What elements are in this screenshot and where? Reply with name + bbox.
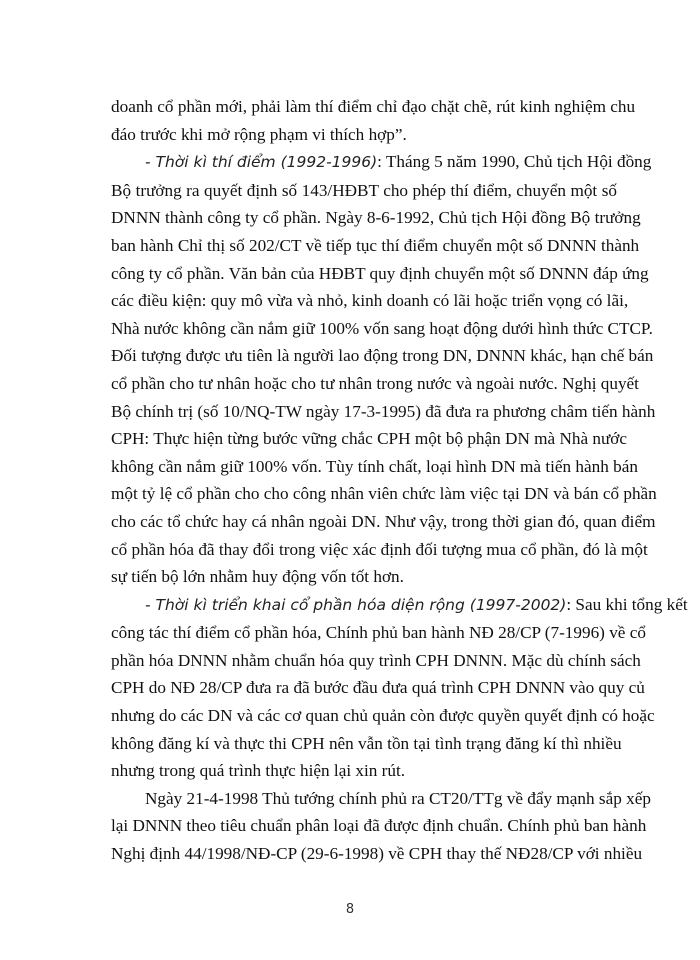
- text-line: Nhà nước không cần nắm giữ 100% vốn sang hoạt động dưới hình thức CTCP.: [111, 318, 653, 338]
- text-line: cổ phần cho tư nhân hoặc cho tư nhân trong nước và ngoài nước. Nghị quyết: [111, 373, 639, 393]
- text-line: các điều kiện: quy mô vừa và nhỏ, kinh doanh có lãi hoặc triển vọng có lãi,: [111, 291, 629, 311]
- paragraph-continuation: [111, 93, 636, 148]
- text-line: nhưng trong quá trình thực hiện lại xin rút.: [111, 761, 406, 781]
- text-line: Nghị định 44/1998/NĐ-CP (29-6-1998) về CPH thay thế NĐ28/CP với nhiều: [111, 844, 643, 864]
- text-line: cho các tổ chức hay cá nhân ngoài DN. Như vậy, trong thời gian đó, quan điểm: [111, 511, 656, 531]
- section-heading-pilot-period: - Thời kì thí điểm (1992-1996): [145, 153, 378, 172]
- text-line: CPH do NĐ 28/CP đưa ra đã bước đầu đưa quá trình CPH DNNN vào quy củ: [111, 678, 645, 698]
- text-line: công ty cổ phần. Văn bản của HĐBT quy định chuyển một số DNNN đáp ứng: [111, 263, 649, 283]
- text-line: sự tiến bộ lớn nhằm huy động vốn tốt hơn.: [111, 567, 404, 587]
- text-line: lại DNNN theo tiêu chuẩn phân loại đã được định chuẩn. Chính phủ ban hành: [111, 816, 647, 836]
- text-line: cổ phần hóa đã thay đổi trong việc xác định đối tượng mua cổ phần, đó là một: [111, 539, 648, 559]
- page-number: 8: [345, 902, 355, 917]
- text-line: Bộ trưởng ra quyết định số 143/HĐBT cho phép thí điểm, chuyển một số: [111, 180, 617, 200]
- text-line: công tác thí điểm cổ phần hóa, Chính phủ ban hành NĐ 28/CP (7-1996) về cổ: [111, 623, 646, 643]
- paragraph-pilot-period: [111, 148, 657, 591]
- text-line: Đối tượng được ưu tiên là người lao động trong DN, DNNN khác, hạn chế bán: [111, 346, 654, 366]
- text-line: không cần nắm giữ 100% vốn. Tùy tính chất, loại hình DN mà tiến hành bán: [111, 456, 638, 476]
- text-line: DNNN thành công ty cổ phần. Ngày 8-6-1992, Chủ tịch Hội đồng Bộ trưởng: [111, 208, 641, 228]
- text-line: nhưng do các DN và các cơ quan chủ quản còn được quyền quyết định có hoặc: [111, 706, 655, 726]
- text-line: không đăng kí và thực thi CPH nên vẫn tồn tại tình trạng đăng kí thì nhiều: [111, 733, 622, 753]
- text-line: Ngày 21-4-1998 Thủ tướng chính phủ ra CT20/TTg về đẩy mạnh sắp xếp: [145, 788, 651, 808]
- page-body: [111, 93, 688, 868]
- text-run: : Sau khi tổng kết: [566, 594, 688, 614]
- text-line: một tỷ lệ cổ phần cho cho công nhân viên chức làm việc tại DN và bán cổ phần: [111, 484, 657, 504]
- text-line: phần hóa DNNN nhằm chuẩn hóa quy trình CPH DNNN. Mặc dù chính sách: [111, 650, 641, 670]
- text-line: đáo trước khi mở rộng phạm vi thích hợp”.: [111, 124, 407, 144]
- paragraph-expansion-period: [111, 591, 688, 785]
- text-line: doanh cổ phần mới, phải làm thí điểm chỉ đạo chặt chẽ, rút kinh nghiệm chu: [111, 97, 636, 116]
- text-line: ban hành Chỉ thị số 202/CT về tiếp tục thí điểm chuyển một số DNNN thành: [111, 235, 640, 255]
- text-run: : Tháng 5 năm 1990, Chủ tịch Hội đồng: [377, 152, 652, 172]
- paragraph-1998-directive: [111, 785, 651, 868]
- text-line: [111, 148, 652, 177]
- text-line: Bộ chính trị (số 10/NQ-TW ngày 17-3-1995) đã đưa ra phương châm tiến hành: [111, 401, 656, 421]
- text-line: [111, 591, 688, 620]
- section-heading-expansion-period: - Thời kì triển khai cổ phần hóa diện rộng (1997-2002): [145, 595, 567, 614]
- text-line: CPH: Thực hiện từng bước vững chắc CPH một bộ phận DN mà Nhà nước: [111, 429, 628, 449]
